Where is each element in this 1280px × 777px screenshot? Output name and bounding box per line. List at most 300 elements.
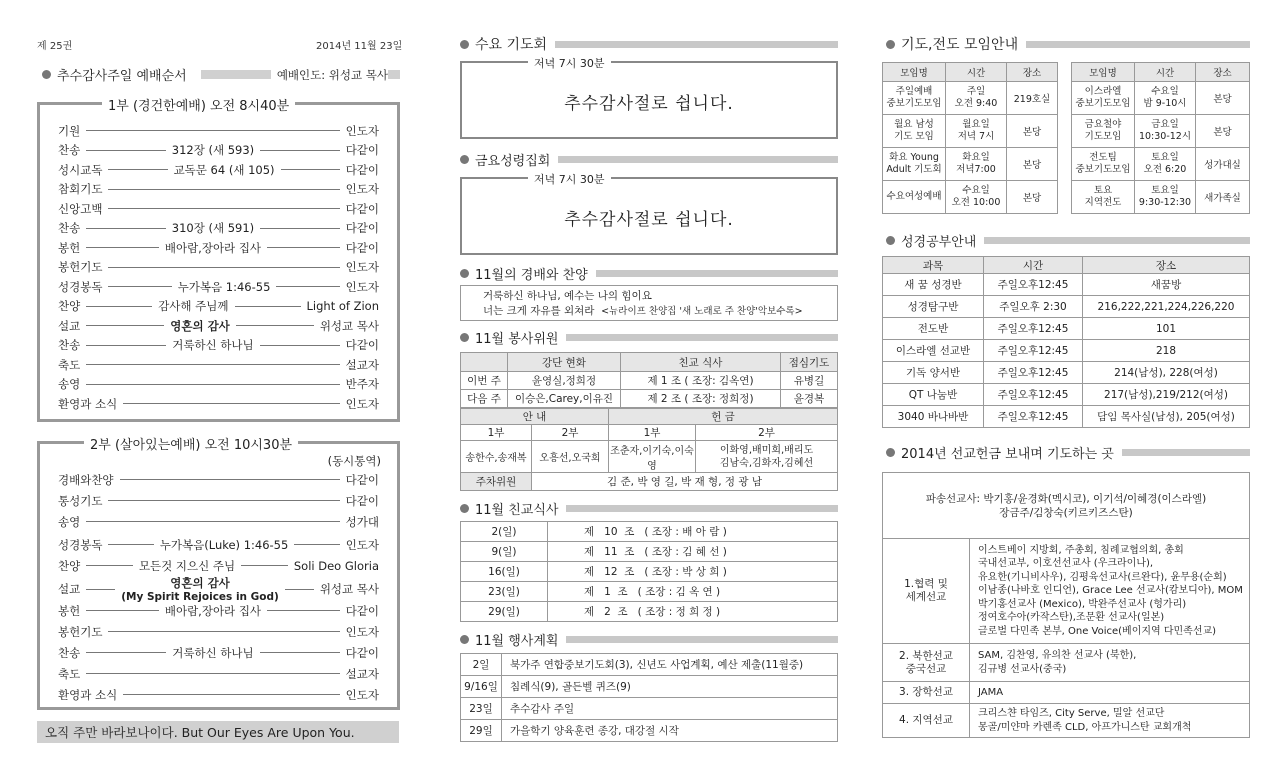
bible-row <box>883 362 1250 384</box>
fri-time: 저녁 7시 30분 <box>528 171 611 187</box>
bullet-dot-icon <box>886 448 895 457</box>
prayer-table-left <box>882 62 1058 214</box>
leader-line <box>108 267 339 268</box>
missions-category-line1: 4. 지역선교 <box>899 714 953 726</box>
bible-time: 주일오후12:45 <box>984 362 1083 384</box>
bullet-dot-icon <box>42 70 51 79</box>
leader-line <box>108 286 171 287</box>
fellowship-date: 2(일) <box>461 522 548 542</box>
leader-line <box>86 247 159 248</box>
order-detail-text: 영혼의 감사 <box>170 318 230 333</box>
order-detail-text: 거룩하신 하나님 <box>172 645 254 660</box>
order-person: 다같이 <box>345 603 380 618</box>
prayer-head-row <box>1072 63 1250 82</box>
order-person: 인도자 <box>345 279 379 294</box>
missions-list-line: 글로벌 다민족 본부, One Voice(베이지역 다민족선교) <box>978 625 1217 637</box>
order-item: 봉헌 <box>58 603 81 618</box>
order-person: 다같이 <box>345 162 380 177</box>
prayer-place: 성가대실 <box>1196 148 1250 181</box>
fri-box <box>460 173 838 255</box>
leader-line <box>260 150 340 151</box>
bullet-dot-icon <box>460 333 469 342</box>
bullet-dot-icon <box>460 635 469 644</box>
order-row <box>58 121 379 140</box>
prayer-head-time: 시간 <box>1135 63 1196 82</box>
prayer-time-line1: 금요일 <box>1151 119 1179 130</box>
prayer-name-line1: 수요여성예배 <box>886 191 942 202</box>
prayer-row <box>1072 148 1250 181</box>
leader-line <box>123 694 339 695</box>
vol-week: 다음 주 <box>461 390 508 408</box>
missions-category-line1: 1.협력 및 <box>904 578 948 590</box>
missions-table <box>882 472 1250 738</box>
order-row <box>58 491 379 510</box>
order-detail-text: 거룩하신 하나님 <box>172 338 254 352</box>
prayer-name-line2: 지역전도 <box>1084 197 1122 208</box>
wed-heading <box>460 34 838 54</box>
prayer-time-line2: 오전 6:20 <box>1143 164 1187 175</box>
fellowship-heading <box>460 499 838 518</box>
event-desc: 추수감사 주일 <box>502 698 838 720</box>
bible-heading <box>886 231 1250 250</box>
order-item: 성시교독 <box>58 162 103 177</box>
bible-course: 성경탐구반 <box>883 296 984 318</box>
leader-line <box>108 500 339 501</box>
prayer-time-line1: 토요일 <box>1151 152 1179 163</box>
vol-meal: 제 1 조 ( 조장: 김옥연) <box>621 372 781 390</box>
leader-line <box>86 228 166 229</box>
order-row <box>58 219 379 238</box>
order-row <box>58 556 379 575</box>
prayer-row <box>883 181 1058 214</box>
prayer-name-line1: 토요 <box>1093 185 1113 196</box>
prayer-head-time: 시간 <box>946 63 1007 82</box>
missions-category <box>883 704 970 738</box>
prayer-name-line1: 월요 남성 <box>894 119 934 130</box>
order-row <box>58 160 379 179</box>
bible-place: 216,222,221,224,226,220 <box>1083 296 1250 318</box>
volunteers-title: 11월 봉사위원 <box>475 332 559 347</box>
leader-line <box>260 652 340 653</box>
prayer-time-line2: 10:30-12시 <box>1138 131 1192 142</box>
missions-category <box>883 644 970 682</box>
bullet-dot-icon <box>886 40 895 49</box>
prayer-name-line2: 기도모임 <box>1084 131 1122 142</box>
prayer-row <box>883 115 1058 148</box>
order-item: 경배와찬양 <box>58 472 114 487</box>
order-detail-text: 310장 (새 591) <box>171 221 255 235</box>
leader-line <box>236 325 314 326</box>
missions-sent-line1: 파송선교사: 박기홍/윤경화(멕시코), 이기석/이혜경(이스라엘) <box>925 492 1207 505</box>
prayer-name-line2: 중보기도모임 <box>1075 164 1131 175</box>
heading-bar <box>984 237 1250 244</box>
leader-line <box>86 130 339 131</box>
event-date: 9/16일 <box>461 676 502 698</box>
events-heading <box>460 630 838 649</box>
order-item: 축도 <box>58 666 81 681</box>
bible-row <box>883 318 1250 340</box>
bullet-dot-icon <box>460 155 469 164</box>
vol-offer-1: 조춘자,이기숙,이숙영 <box>609 441 696 473</box>
order-detail-text: 누가복음(Luke) 1:46-55 <box>159 537 289 552</box>
missions-list <box>970 644 1250 682</box>
order-person: 반주자 <box>345 377 379 391</box>
order-item: 봉헌기도 <box>58 260 103 274</box>
prayer-head-name: 모임명 <box>883 63 946 82</box>
event-row <box>461 676 838 698</box>
order-row <box>58 622 379 641</box>
leader-line <box>260 228 340 229</box>
order-item: 찬송 <box>58 143 81 157</box>
order-item: 찬양 <box>58 558 81 573</box>
footer-banner <box>37 721 399 743</box>
missions-category-line2: 중국선교 <box>905 662 947 675</box>
prayer-row <box>883 82 1058 115</box>
order-person: Soli Deo Gloria <box>293 558 379 573</box>
order-person: 다같이 <box>345 645 379 660</box>
order-row <box>58 355 379 374</box>
leader-line <box>86 652 166 653</box>
vol-lunch: 윤경복 <box>781 390 838 408</box>
missions-heading <box>886 443 1250 462</box>
order-detail <box>174 162 275 178</box>
vol-pulpit: 이승은,Carey,이유진 <box>508 390 621 408</box>
prayer-head-place: 장소 <box>1196 63 1250 82</box>
order-leader: 예배인도: 위성교 목사 <box>271 67 388 83</box>
order-item: 환영과 소식 <box>58 396 118 411</box>
order-person: 인도자 <box>345 624 379 639</box>
missions-list-line: 정여호수아(카작스탄),조문환 선교사(일본) <box>978 612 1165 624</box>
missions-row <box>883 682 1250 704</box>
missions-title: 2014년 선교헌금 보내며 기도하는 곳 <box>901 447 1114 462</box>
order-row <box>58 664 379 683</box>
bible-place: 101 <box>1083 318 1250 340</box>
prayer-time <box>946 148 1007 181</box>
order-person: 다같이 <box>345 143 380 157</box>
order-person: 인도자 <box>345 687 379 702</box>
missions-list-line: 크리스챤 타임즈, City Serve, 밀알 선교단 <box>978 708 1165 719</box>
vol-sub-1: 1부 <box>461 425 532 441</box>
prayer-name-line1: 이스라엘 <box>1084 86 1122 97</box>
order-person: 다같이 <box>345 338 379 352</box>
bible-row <box>883 274 1250 296</box>
order-detail <box>121 575 279 603</box>
fellowship-date: 9(일) <box>461 542 548 562</box>
prayer-time-line1: 월요일 <box>962 119 990 130</box>
prayer-name <box>883 148 946 181</box>
missions-row <box>883 644 1250 682</box>
vol-sub-3: 1부 <box>609 425 696 441</box>
missions-row <box>883 704 1250 738</box>
prayer-time-line1: 수요일 <box>1151 86 1179 97</box>
vol-lunch: 유병길 <box>781 372 838 390</box>
leader-line <box>86 673 339 674</box>
heading-bar <box>1122 449 1250 456</box>
prayer-name-line1: 주일예배 <box>895 86 933 97</box>
leader-line <box>108 631 339 632</box>
prayer-time-line1: 토요일 <box>1151 185 1179 196</box>
order-title: 추수감사주일 예배순서 <box>57 69 187 84</box>
order-person: 다같이 <box>345 201 379 216</box>
leader-line <box>260 345 340 346</box>
prayer-time-line1: 주일 <box>966 86 986 97</box>
vol-offer-2b: 김남숙,김화자,김혜선 <box>719 457 814 469</box>
events-table <box>460 653 838 742</box>
order-detail-text: 감사해 주님께 <box>158 299 229 313</box>
wed-message: 추수감사절로 쉽니다. <box>564 94 734 114</box>
order-person: 인도자 <box>345 537 380 552</box>
order-item: 환영과 소식 <box>58 687 118 702</box>
prayer-time-line2: 저녁7:00 <box>956 164 996 175</box>
order-row <box>58 601 379 620</box>
order-item: 참회기도 <box>58 182 103 196</box>
prayer-row <box>883 148 1058 181</box>
fellowship-group: 제 2 조 ( 조장 : 정 희 정 ) <box>548 602 838 622</box>
prayer-place: 본당 <box>1196 115 1250 148</box>
bible-time: 주일오후12:45 <box>984 274 1083 296</box>
prayer-name-line1: 전도팀 <box>1089 152 1117 163</box>
order-item: 송영 <box>58 514 81 529</box>
order-row <box>58 375 379 394</box>
fellowship-group: 제 12 조 ( 조장 : 박 상 희 ) <box>548 562 838 582</box>
heading-bar <box>596 270 838 277</box>
leader-line <box>108 189 339 190</box>
prayer-place: 본당 <box>1196 82 1250 115</box>
vol-offer-2 <box>696 441 838 473</box>
worship-song-line2: 너는 크게 자유를 외쳐라 <box>483 305 595 317</box>
prayer-name <box>1072 82 1135 115</box>
volunteers-table-2 <box>460 408 838 491</box>
fellowship-title: 11월 친교식사 <box>475 503 559 518</box>
prayer-table-right <box>1071 62 1250 214</box>
order-detail-text: 모든것 지으신 주님 <box>138 558 236 573</box>
bullet-dot-icon <box>460 269 469 278</box>
fellowship-group: 제 11 조 ( 조장 : 김 혜 선 ) <box>548 542 838 562</box>
bullet-dot-icon <box>460 504 469 513</box>
order-row <box>58 316 379 335</box>
order-detail <box>172 337 253 353</box>
order-item: 성경봉독 <box>58 279 103 294</box>
vol-guide-1: 송한수,송재복 <box>461 441 532 473</box>
order-person: 인도자 <box>345 182 379 196</box>
prayer-time-line2: 오전 10:00 <box>951 197 1001 208</box>
order-detail-text: 누가복음 1:46-55 <box>177 279 271 294</box>
missions-category <box>883 539 970 644</box>
prayer-name <box>883 115 946 148</box>
prayer-time-line2: 오전 9:40 <box>954 98 998 109</box>
order-detail-subtext: (My Spirit Rejoices in God) <box>121 591 279 603</box>
prayer-name <box>1072 115 1135 148</box>
volume-number: 제 25권 <box>37 41 73 52</box>
vol-pulpit: 윤영실,정희정 <box>508 372 621 390</box>
order-row <box>58 535 379 554</box>
fri-message: 추수감사절로 쉽니다. <box>564 210 734 230</box>
order-detail <box>139 558 235 574</box>
order-row <box>58 297 379 316</box>
order-detail <box>170 318 230 334</box>
prayer-time <box>1135 115 1196 148</box>
order-row <box>58 238 379 257</box>
prayer-time-line2: 저녁 7시 <box>957 131 995 142</box>
vol-sub-4: 2부 <box>696 425 838 441</box>
order-detail <box>172 645 253 661</box>
leader-line <box>108 544 153 545</box>
bible-row <box>883 296 1250 318</box>
bible-course: 전도반 <box>883 318 984 340</box>
order-person: 인도자 <box>345 123 379 138</box>
order-item: 봉헌기도 <box>58 624 103 639</box>
leader-line <box>86 364 339 365</box>
bible-head-course: 과목 <box>883 257 984 274</box>
bible-title: 성경공부안내 <box>901 235 977 250</box>
event-row <box>461 698 838 720</box>
order-row <box>58 199 379 218</box>
order-detail-text: 영혼의 감사 <box>170 576 230 590</box>
prayer-place: 새가족실 <box>1196 181 1250 214</box>
vol-offer-2a: 이화영,배미희,배리도 <box>719 444 814 456</box>
order-of-worship-heading <box>42 65 400 84</box>
bible-course: 이스라엘 선교반 <box>883 340 984 362</box>
heading-bar <box>566 505 838 512</box>
prayer-head-row <box>883 63 1058 82</box>
volunteers-heading <box>460 328 838 347</box>
order-item: 설교 <box>58 582 81 596</box>
heading-bar <box>558 156 838 163</box>
order-item: 축도 <box>58 357 81 372</box>
heading-bar <box>566 334 838 341</box>
prayer-place: 본당 <box>1007 115 1058 148</box>
order-person: 위성교 목사 <box>319 582 380 596</box>
prayer-time <box>1135 82 1196 115</box>
order-row <box>58 180 379 199</box>
order-row <box>58 258 379 277</box>
order-item: 찬양 <box>58 299 81 313</box>
order-detail <box>172 220 254 236</box>
heading-bar <box>201 67 400 82</box>
worship-song-heading <box>460 264 838 283</box>
prayer-title: 기도,전도 모임안내 <box>901 37 1019 53</box>
bible-course: 기독 양서반 <box>883 362 984 384</box>
order-item: 성경봉독 <box>58 537 103 552</box>
vol-blank-head <box>461 353 508 372</box>
prayer-time <box>946 115 1007 148</box>
order-item: 신앙고백 <box>58 201 103 216</box>
order-item: 통성기도 <box>58 493 103 508</box>
missions-list-line: 박기홍선교사 (Mexico), 박완주선교사 (헝가리) <box>978 598 1187 610</box>
order-person: 다같이 <box>345 472 379 487</box>
prayer-head-name: 모임명 <box>1072 63 1135 82</box>
leader-line <box>294 544 339 545</box>
event-row <box>461 720 838 742</box>
vol-head-lunch: 점심기도 <box>781 353 838 372</box>
event-date: 23일 <box>461 698 502 720</box>
order-row <box>58 512 379 531</box>
order-item: 찬송 <box>58 338 81 352</box>
order-item: 기원 <box>58 123 81 138</box>
fellowship-row <box>461 562 838 582</box>
missions-category-line2: 세계선교 <box>905 591 947 603</box>
bible-course: 새 꿈 성경반 <box>883 274 984 296</box>
bible-row <box>883 406 1250 428</box>
leader-line <box>267 610 340 611</box>
prayer-heading <box>886 34 1250 54</box>
missions-sent-line2: 장금주/김창숙(키르키즈스탄) <box>999 506 1133 519</box>
bible-time: 주일오후12:45 <box>984 340 1083 362</box>
order-person: 위성교 목사 <box>319 318 380 333</box>
heading-bar <box>555 41 838 48</box>
leader-line <box>276 286 339 287</box>
missions-list-line: 몽골/미얀마 카렌족 CLD, 아프가니스탄 교회개척 <box>978 721 1192 733</box>
events-title: 11월 행사계획 <box>475 634 559 649</box>
leader-line <box>86 589 115 590</box>
vol-head-meal: 친교 식사 <box>621 353 781 372</box>
order-detail-text: 배아람,장아라 집사 <box>164 240 262 255</box>
order-detail <box>158 298 228 314</box>
prayer-time <box>1135 181 1196 214</box>
order-item: 봉헌 <box>58 240 81 255</box>
fellowship-table <box>460 521 838 622</box>
order-row <box>58 574 379 604</box>
prayer-time-line2: 밤 9-10시 <box>1143 98 1187 109</box>
missions-sent <box>883 473 1250 539</box>
missions-row <box>883 539 1250 644</box>
prayer-place: 219호실 <box>1007 82 1058 115</box>
missions-list-line: 국내선교부, 이호선선교사 (우크라이나), <box>978 558 1154 570</box>
vol-head-pulpit: 강단 현화 <box>508 353 621 372</box>
order-row <box>58 470 379 489</box>
wed-box <box>460 57 838 139</box>
leader-line <box>86 150 166 151</box>
vol-head-guide: 안 내 <box>461 409 609 425</box>
leader-line <box>86 384 339 385</box>
event-row <box>461 654 838 676</box>
order-person: 인도자 <box>345 396 379 411</box>
order-item: 찬송 <box>58 645 81 660</box>
order-person: 인도자 <box>345 260 379 274</box>
leader-line <box>120 479 340 480</box>
fellowship-row <box>461 582 838 602</box>
worship-song-box <box>460 285 838 321</box>
prayer-name-line2: 중보기도모임 <box>886 98 942 109</box>
leader-line <box>86 345 166 346</box>
bible-place: 담임 목사실(남성), 205(여성) <box>1083 406 1250 428</box>
bullet-dot-icon <box>460 40 469 49</box>
missions-list-line: 김규병 선교사(중국) <box>978 663 1067 675</box>
worship-song-line1: 거룩하신 하나님, 예수는 나의 힘이요 <box>483 290 652 302</box>
footer-text: 오직 주만 바라보나이다. But Our Eyes Are Upon You. <box>45 725 355 740</box>
order-detail <box>165 603 261 619</box>
fellowship-row <box>461 522 838 542</box>
event-desc: 북가주 연합중보기도회(3), 신년도 사업계획, 예산 제출(11월중) <box>502 654 838 676</box>
fellowship-group: 제 1 조 ( 조장 : 김 옥 연 ) <box>548 582 838 602</box>
worship-song-source: <뉴라이프 찬양집 '새 노래로 주 찬양'악보수록> <box>601 306 803 317</box>
order-row <box>58 685 379 704</box>
bible-head-place: 장소 <box>1083 257 1250 274</box>
prayer-name <box>1072 148 1135 181</box>
prayer-name-line1: 화요 Young <box>889 152 939 163</box>
bible-course: QT 나눔반 <box>883 384 984 406</box>
order-detail-text: 312장 (새 593) <box>171 143 255 157</box>
order-person: 다같이 <box>345 493 379 508</box>
missions-list-line: JAMA <box>978 686 1004 698</box>
vol-week: 이번 주 <box>461 372 508 390</box>
order-detail <box>165 240 261 256</box>
leader-line <box>86 521 339 522</box>
prayer-name <box>883 82 946 115</box>
leader-line <box>235 306 301 307</box>
prayer-name <box>1072 181 1135 214</box>
vol-sub-2: 2부 <box>532 425 609 441</box>
